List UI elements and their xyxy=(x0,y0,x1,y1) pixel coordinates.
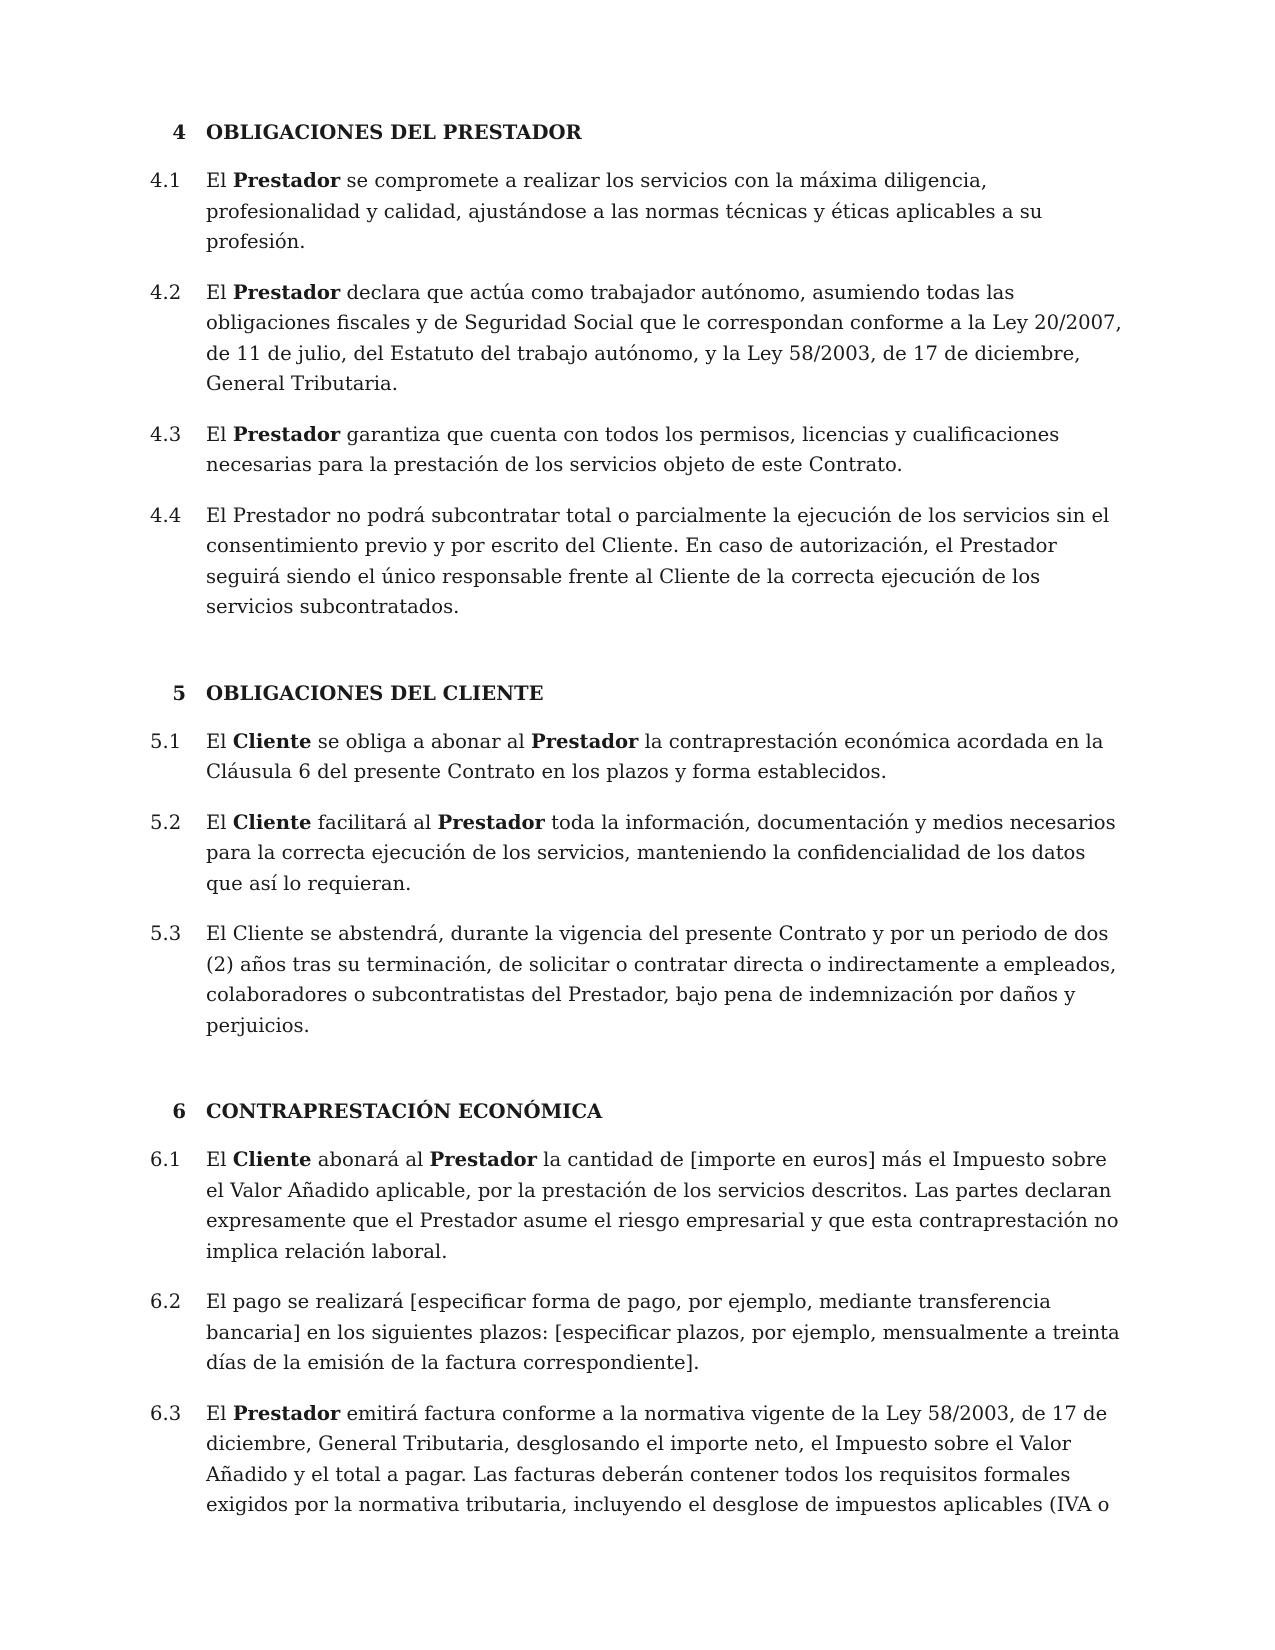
clause-text: El Cliente abonará al Prestador la cantidad de [importe en euros] más el Impuesto sobre el Valor Añadido aplicable, por la prestación de los servicios descritos. Las partes declaran expresamente que el Prestador asume el riesgo empresarial y que esta contraprestación no implica relación laboral. xyxy=(206,1148,1119,1263)
bold-term: Prestador xyxy=(429,1148,537,1171)
clause-text: El Prestador se compromete a realizar los servicios con la máxima diligencia, profesionalidad y calidad, ajustándose a las normas técnicas y éticas aplicables a su profesión. xyxy=(206,169,1043,253)
clause-5-2 xyxy=(150,808,1125,900)
clause-number: 4.4 xyxy=(150,503,182,527)
section-4 xyxy=(150,118,1125,623)
section-heading xyxy=(150,1097,1125,1127)
clause-text: El Cliente se abstendrá, durante la vigencia del presente Contrato y por un periodo de dos (2) años tras su terminación, de solicitar o contratar directa o indirectamente a empleados, colaboradores o subcontratistas del Prestador, bajo pena de indemnización por daños y perjuicios. xyxy=(206,922,1117,1037)
clause-text: El Prestador emitirá factura conforme a la normativa vigente de la Ley 58/2003, de 17 de diciembre, General Tributaria, desglosando el importe neto, el Impuesto sobre el Valor Añadido y el total a pagar. Las facturas deberán contener todos los requisitos formales exigidos por la normativa tributaria, incluyendo el desglose de impuestos aplicables (IVA o xyxy=(206,1401,1110,1516)
clause-text: El Prestador declara que actúa como trabajador autónomo, asumiendo todas las obligaciones fiscales y de Seguridad Social que le correspondan conforme a la Ley 20/2007, de 11 de julio, del Estatuto del trabajo autónomo, y la Ley 58/2003, de 17 de diciembre, General Tributaria. xyxy=(206,280,1122,395)
section-heading xyxy=(150,118,1125,148)
clause-number: 6.2 xyxy=(150,1290,182,1313)
clause-text: El Prestador no podrá subcontratar total o parcialmente la ejecución de los servicios sin el consentimiento previo y por escrito del Cliente. En caso de autorización, el Prestador seguirá siendo el único responsable frente al Cliente de la correcta ejecución de los servicios subcontratados. xyxy=(206,503,1110,618)
section-number: 6 xyxy=(172,1100,186,1123)
clause-text: El Cliente se obliga a abonar al Prestador la contraprestación económica acordada en la Cláusula 6 del presente Contrato en los plazos y forma establecidos. xyxy=(206,729,1104,783)
clause-text: El pago se realizará [especificar forma de pago, por ejemplo, mediante transferencia bancaria] en los siguientes plazos: [especificar plazos, por ejemplo, mensualmente a treinta días de la emisión de la factura correspondiente]. xyxy=(206,1290,1120,1374)
bold-term: Prestador xyxy=(232,280,341,304)
section-title: OBLIGACIONES DEL CLIENTE xyxy=(206,681,544,705)
bold-term: Cliente xyxy=(232,729,312,753)
clause-text: El Prestador garantiza que cuenta con todos los permisos, licencias y cualificaciones necesarias para la prestación de los servicios objeto de este Contrato. xyxy=(206,422,1060,476)
clause-number: 4.1 xyxy=(150,169,182,192)
section-title: CONTRAPRESTACIÓN ECONÓMICA xyxy=(206,1100,603,1123)
section-number: 5 xyxy=(172,681,186,705)
clause-5-3 xyxy=(150,919,1125,1041)
section-title: OBLIGACIONES DEL PRESTADOR xyxy=(206,121,582,144)
bold-term: Cliente xyxy=(232,810,312,834)
clause-6-1 xyxy=(150,1145,1125,1267)
clause-number: 5.1 xyxy=(150,729,182,753)
section-6 xyxy=(150,1097,1125,1521)
clause-4-1 xyxy=(150,166,1125,258)
clause-number: 6.3 xyxy=(150,1401,182,1425)
section-heading xyxy=(150,679,1125,709)
clause-4-3 xyxy=(150,420,1125,481)
clause-number: 6.1 xyxy=(150,1148,182,1171)
bold-term: Cliente xyxy=(232,1148,312,1171)
clause-6-3 xyxy=(150,1399,1125,1521)
clause-4-2 xyxy=(150,278,1125,400)
clause-number: 5.2 xyxy=(150,810,182,834)
clause-4-4 xyxy=(150,501,1125,623)
clause-5-1 xyxy=(150,727,1125,788)
bold-term: Prestador xyxy=(232,422,341,446)
bold-term: Prestador xyxy=(530,729,639,753)
clause-6-2 xyxy=(150,1287,1125,1379)
section-number: 4 xyxy=(172,121,186,144)
clause-number: 5.3 xyxy=(150,922,182,945)
bold-term: Prestador xyxy=(437,810,545,834)
clause-text: El Cliente facilitará al Prestador toda la información, documentación y medios necesarios para la correcta ejecución de los servicios, manteniendo la confidencialidad de los datos que así lo requieran. xyxy=(206,810,1116,895)
clause-number: 4.3 xyxy=(150,422,182,446)
bold-term: Prestador xyxy=(232,169,341,192)
clause-number: 4.2 xyxy=(150,280,182,304)
bold-term: Prestador xyxy=(232,1401,341,1425)
section-5 xyxy=(150,679,1125,1042)
